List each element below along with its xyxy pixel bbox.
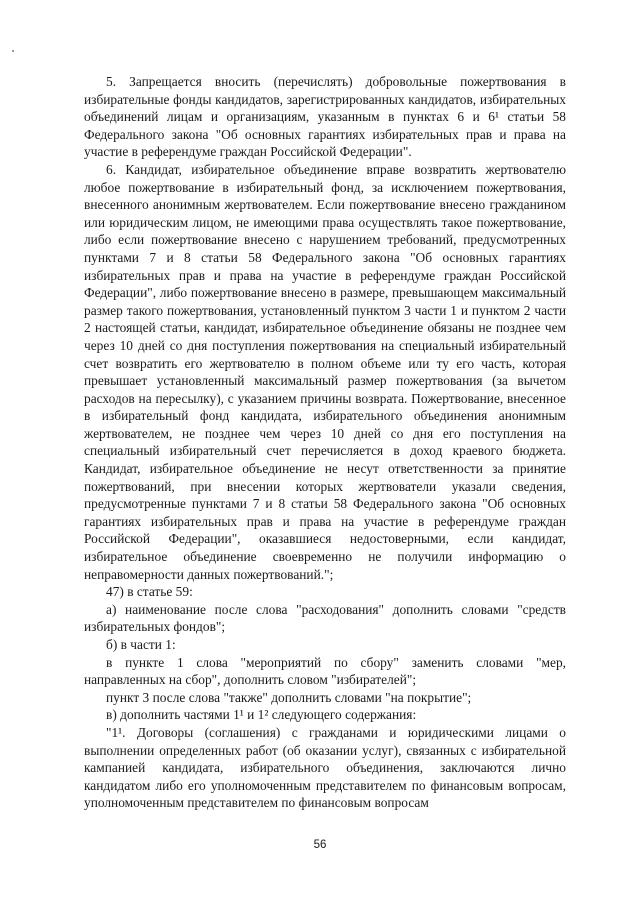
- subitem-a: а) наименование после слова "расходования" дополнить словами "средств избирательных фондов";: [84, 601, 566, 635]
- subitem-b: б) в части 1:: [106, 637, 176, 652]
- paragraph-6: 6. Кандидат, избирательное объединение вправе возвратить жертвователю любое пожертвование в избирательный фонд, за исключением пожертвования, внесенного анонимным жертвователем. Если пожертвование внесено гражданином или юридическим лицом, не имеющими права осуществлять такое пожертвование, либо если пожертвование внесено с нарушением требований, предусмотренных пунктами 7 и 8 статьи 58 Федерального закона "Об основных гарантиях избирательных прав и права на участие в референдуме граждан Российской Федерации", либо пожертвование внесено в размере, превышающем максимальный размер такого пожертвования, установленный пунктом 3 части 1 и пунктом 2 части 2 настоящей статьи, кандидат, избирательное объединение обязаны не позднее чем через 10 дней со дня поступления пожертвования на специальный избирательный счет возвратить его жертвователю в полном объеме или ту его часть, которая превышает установленный максимальный размер пожертвования (за вычетом расходов на пересылку), с указанием причины возврата. Пожертвование, внесенное в избирательный фонд кандидата, избирательного объединения анонимным жертвователем, не позднее чем через 10 дней со дня его поступления на специальный избирательный счет перечисляется в доход краевого бюджета. Кандидат, избирательное объединение не несут ответственности за принятие пожертвований, при внесении которых жертвователи указали сведения, предусмотренные пунктами 7 и 8 статьи 58 Федерального закона "Об основных гарантиях избирательных прав и права на участие в референдуме граждан Российской Федерации", оказавшиеся недостоверными, если кандидат, избирательное объединение своевременно не получили информацию о неправомерности данных пожертвований.";: [84, 161, 566, 582]
- subitem-b-point-3: пункт 3 после слова "также" дополнить словами "на покрытие";: [106, 689, 472, 705]
- subitem-b-point-1: в пункте 1 слова "мероприятий по сбору" заменить словами "мер, направленных на сбор", дополнить словом "избирателей";: [84, 654, 566, 688]
- page-number: 56: [313, 839, 327, 851]
- subitem-v: в) дополнить частями 1¹ и 1² следующего содержания:: [106, 707, 417, 723]
- part-1-1: "1¹. Договоры (соглашения) с гражданами и юридическими лицами о выполнении определенных работ (об оказании услуг), связанных с избирательной кампанией кандидата, избирательного объединения, заключаются лично кандидатом либо его уполномоченным представителем по финансовым вопросам, уполномоченным представителем по финансовым вопросам: [84, 724, 566, 811]
- item-47: 47) в статье 59:: [106, 584, 193, 600]
- document-body: [84, 73, 566, 812]
- scan-mark: [12, 50, 14, 52]
- paragraph-5: 5. Запрещается вносить (перечислять) добровольные пожертвования в избирательные фонды кандидатов, зарегистрированных кандидатов, избирательных объединений лицам и организациям, указанным в пунктах 6 и 6¹ статьи 58 Федерального закона "Об основных гарантиях избирательных прав и права на участие в референдуме граждан Российской Федерации".: [84, 74, 566, 160]
